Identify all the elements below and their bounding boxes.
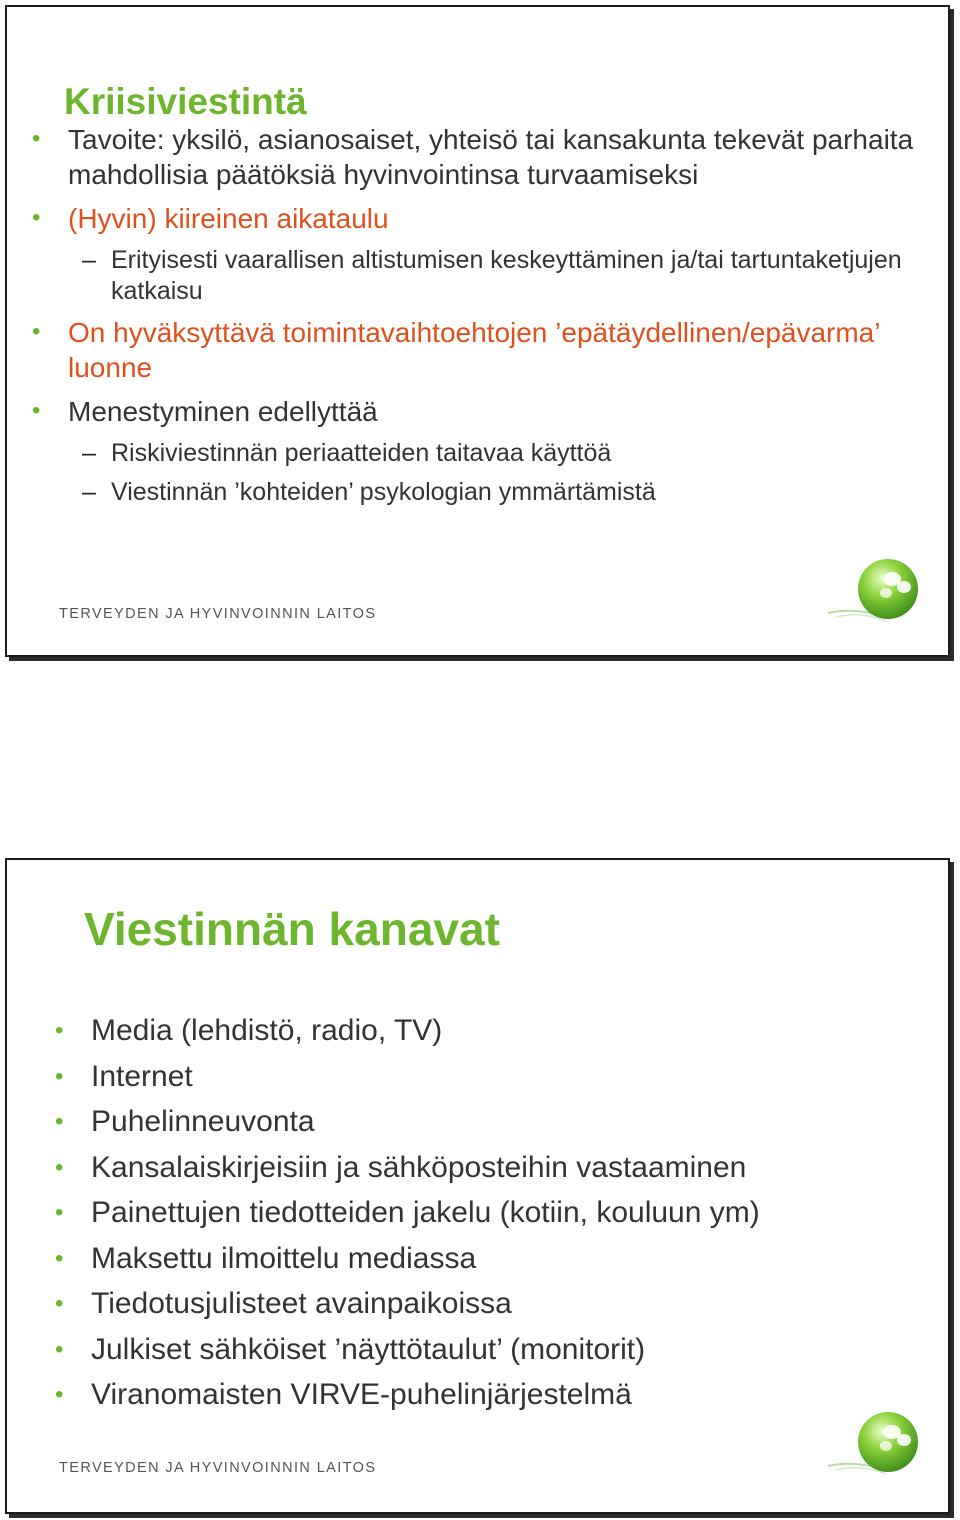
bullet-icon: •: [55, 1017, 64, 1044]
list-item: [55, 1376, 935, 1413]
list-item-text: Tiedotusjulisteet avainpaikoissa: [91, 1287, 512, 1320]
list-item-text: Kansalaiskirjeisiin ja sähköposteihin vastaaminen: [91, 1150, 747, 1184]
slide-title: Kriisiviestintä: [64, 81, 307, 122]
list-item: [55, 1194, 935, 1231]
sub-list-item: [32, 438, 932, 469]
bullet-icon: •: [55, 1199, 64, 1226]
slide-kriisiviestinta: [5, 5, 950, 657]
list-item-text: Media (lehdistö, radio, TV): [91, 1014, 443, 1047]
list-item-text: On hyväksyttävä toimintavaihtoehtojen ’epätäydellinen/epävarma’ luonne: [68, 317, 880, 383]
list-item-text: Tavoite: yksilö, asianosaiset, yhteisö tai kansakunta tekevät parhaita mahdollisia päätöksiä hyvinvointinsa turvaamiseksi: [68, 124, 914, 190]
bullet-icon: •: [32, 397, 41, 424]
list-item: [32, 201, 932, 236]
dash-icon: –: [82, 246, 96, 274]
list-item: [32, 122, 932, 192]
organization-name: TERVEYDEN JA HYVINVOINNIN LAITOS: [59, 1460, 377, 1476]
list-item-text: Riskiviestinnän periaatteiden taitavaa käyttöä: [111, 439, 612, 467]
list-item: [55, 1103, 935, 1140]
bullet-icon: •: [55, 1153, 64, 1181]
sub-list-item: [32, 477, 932, 508]
bullet-icon: •: [32, 204, 41, 231]
dash-icon: –: [82, 478, 96, 506]
list-item: [55, 1058, 935, 1095]
slide-title: Viestinnän kanavat: [84, 903, 500, 955]
list-item-text: Maksettu ilmoittelu mediassa: [91, 1241, 477, 1275]
list-item: [55, 1331, 935, 1368]
list-item-text: Viestinnän ’kohteiden’ psykologian ymmärtämistä: [111, 478, 656, 506]
list-item-text: Erityisesti vaarallisen altistumisen keskeyttäminen ja/tai tartuntaketjujen katkaisu: [111, 246, 902, 305]
bullet-icon: •: [55, 1062, 64, 1090]
list-item-text: (Hyvin) kiireinen aikataulu: [68, 203, 389, 234]
list-item-text: Puhelinneuvonta: [91, 1105, 315, 1138]
list-item: [55, 1240, 935, 1277]
bullet-icon: •: [32, 318, 41, 345]
list-item: [32, 394, 932, 429]
list-item-text: Viranomaisten VIRVE-puhelinjärjestelmä: [91, 1378, 632, 1411]
bullet-icon: •: [32, 125, 41, 152]
bullet-list: [32, 122, 932, 516]
list-item: [55, 1149, 935, 1186]
list-item-text: Internet: [91, 1059, 193, 1093]
list-item-text: Julkiset sähköiset ’näyttötaulut’ (monitorit): [91, 1332, 646, 1366]
sub-list-item: [32, 245, 932, 307]
organization-name: TERVEYDEN JA HYVINVOINNIN LAITOS: [59, 606, 377, 622]
thl-logo-icon: [826, 1408, 926, 1480]
list-item-text: Menestyminen edellyttää: [68, 396, 378, 427]
dash-icon: –: [82, 439, 96, 467]
bullet-icon: •: [55, 1108, 64, 1135]
thl-logo-icon: [826, 555, 926, 627]
list-item: [55, 1012, 935, 1049]
bullet-icon: •: [55, 1381, 64, 1408]
bullet-icon: •: [55, 1290, 64, 1317]
slide-viestinnan-kanavat: [5, 858, 950, 1514]
list-item-text: Painettujen tiedotteiden jakelu (kotiin, kouluun ym): [91, 1196, 760, 1229]
list-item: [32, 315, 932, 385]
bullet-list: [55, 1012, 935, 1422]
bullet-icon: •: [55, 1244, 64, 1272]
list-item: [55, 1285, 935, 1322]
bullet-icon: •: [55, 1335, 64, 1363]
